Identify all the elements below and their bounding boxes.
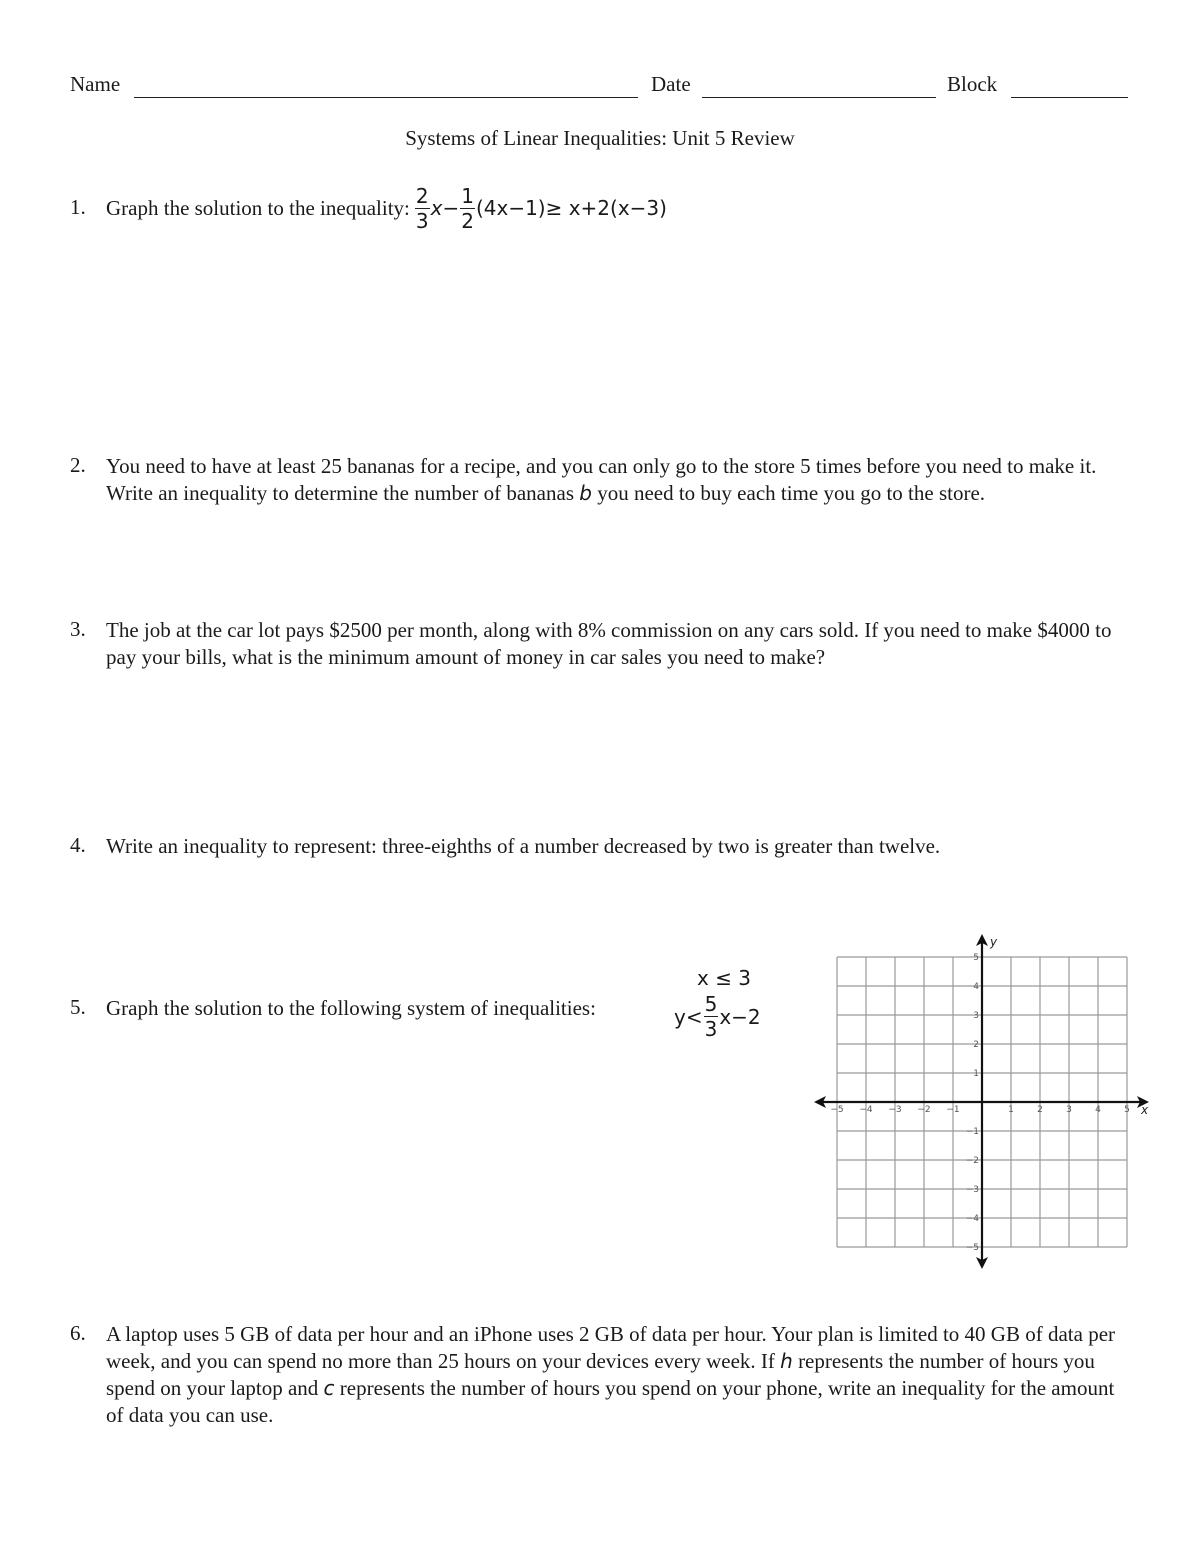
y-tick-label: −3 <box>965 1185 979 1195</box>
x-axis-label: x <box>1141 1103 1149 1117</box>
x-tick-label: −4 <box>859 1105 873 1115</box>
question-2-number: 2. <box>70 453 86 477</box>
question-1-number: 1. <box>70 195 86 219</box>
system-inequality-2: y< $\frac{5}{3}$ x−2 <box>674 992 761 1041</box>
question-4-text: Write an inequality to represent: three-eighths of a number decreased by two is greater than twelve. <box>106 834 941 858</box>
question-5-number: 5. <box>70 995 86 1019</box>
question-6-text: A laptop uses 5 GB of data per hour and an iPhone uses 2 GB of data per hour. Your plan is limited to 40 GB of data per week, and you can spend no more than 25 hours on your devices every week. If h represents the number of hours you spend on your laptop and c represents the number of hours you spend on your phone, write an inequality for the amount of data you can use. <box>106 1322 1116 1427</box>
block-label: Block <box>947 72 998 96</box>
y-tick-label: −5 <box>965 1243 979 1253</box>
question-1-inequality: $\frac{2}{3}$ x − $\frac{1}{2}$ (4x−1)≥ x+2(x−3) <box>415 183 667 233</box>
date-label: Date <box>651 72 691 96</box>
question-3-text: The job at the car lot pays $2500 per month, along with 8% commission on any cars sold. If you need to make $4000 to pay your bills, what is the minimum amount of money in car sales you need to make? <box>106 618 1112 669</box>
question-5-text: Graph the solution to the following system of inequalities: <box>106 996 596 1020</box>
fraction-two-thirds: $\frac{2}{3}$ <box>415 183 429 233</box>
x-tick-label: 2 <box>1037 1105 1043 1115</box>
y-tick-label: 1 <box>973 1069 979 1079</box>
block-field-line[interactable] <box>1011 97 1128 98</box>
y-tick-label: 4 <box>973 982 979 992</box>
fraction-five-thirds: $\frac{5}{3}$ <box>704 992 718 1041</box>
x-tick-label: 5 <box>1124 1105 1130 1115</box>
x-tick-label: −1 <box>946 1105 960 1115</box>
question-1 <box>106 183 667 233</box>
fraction-one-half: $\frac{1}{2}$ <box>461 183 474 233</box>
x-tick-label: 3 <box>1066 1105 1072 1115</box>
y-tick-label: −1 <box>965 1127 979 1137</box>
question-6-number: 6. <box>70 1321 86 1345</box>
x-tick-label: −3 <box>888 1105 902 1115</box>
x-tick-label: −2 <box>917 1105 931 1115</box>
y-tick-label: 3 <box>973 1011 979 1021</box>
x-tick-label: 4 <box>1095 1105 1101 1115</box>
page-title: Systems of Linear Inequalities: Unit 5 Review <box>405 126 795 150</box>
question-3-number: 3. <box>70 617 86 641</box>
y-axis-label: y <box>990 935 998 949</box>
system-inequality-1: x ≤ 3 <box>697 966 752 990</box>
coordinate-grid[interactable] <box>810 930 1155 1275</box>
y-tick-label: 5 <box>973 953 979 963</box>
question-2-text: You need to have at least 25 bananas for a recipe, and you can only go to the store 5 times before you need to make it. Write an inequality to determine the number of bananas b you need to buy each time you go to the store. <box>106 454 1097 505</box>
y-tick-label: −4 <box>965 1214 979 1224</box>
x-tick-label: 1 <box>1008 1105 1014 1115</box>
x-tick-label: −5 <box>830 1105 844 1115</box>
date-field-line[interactable] <box>702 97 936 98</box>
name-label: Name <box>70 72 121 96</box>
y-tick-label: −2 <box>965 1156 979 1166</box>
y-tick-label: 2 <box>973 1040 979 1050</box>
question-1-text: Graph the solution to the inequality: <box>106 195 410 220</box>
name-field-line[interactable] <box>134 97 638 98</box>
question-4-number: 4. <box>70 833 86 857</box>
